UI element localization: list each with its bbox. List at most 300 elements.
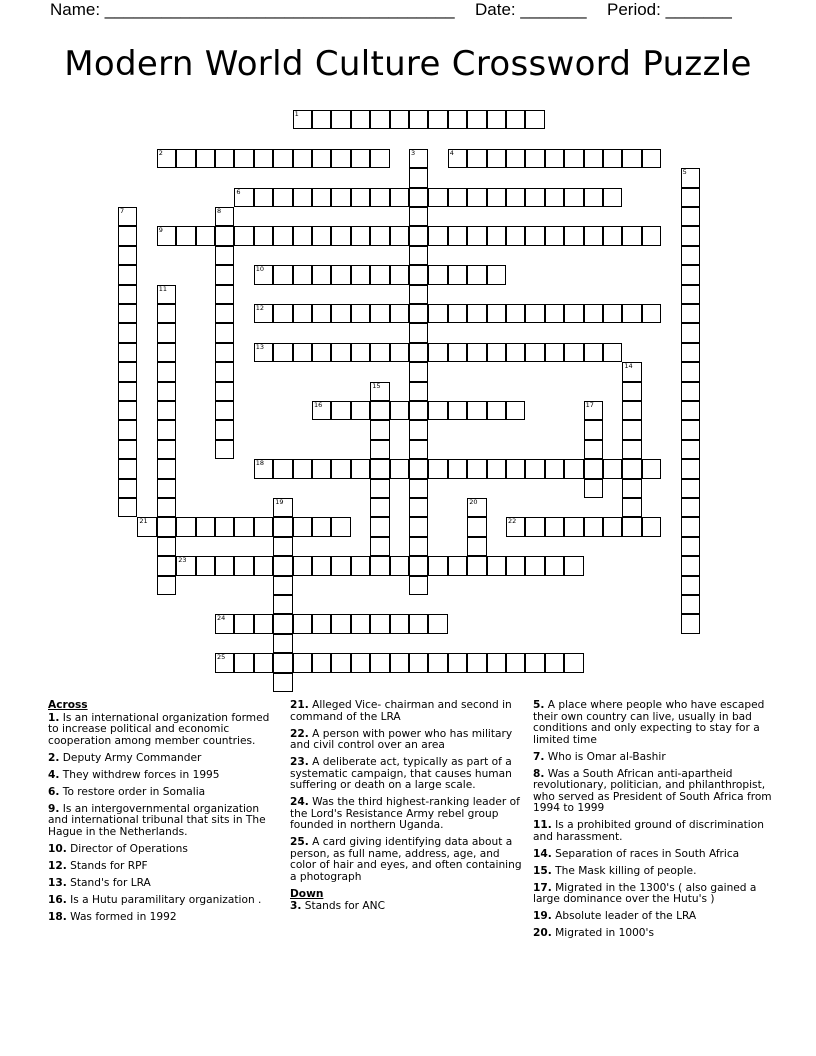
grid-cell[interactable] xyxy=(331,226,350,245)
grid-cell[interactable] xyxy=(409,149,428,168)
grid-cell[interactable] xyxy=(428,459,447,478)
grid-cell[interactable] xyxy=(293,304,312,323)
grid-cell[interactable] xyxy=(176,149,195,168)
grid-cell[interactable] xyxy=(525,226,544,245)
grid-cell[interactable] xyxy=(603,226,622,245)
grid-cell[interactable] xyxy=(293,188,312,207)
grid-cell[interactable] xyxy=(681,362,700,381)
grid-cell[interactable] xyxy=(409,459,428,478)
grid-cell[interactable] xyxy=(351,226,370,245)
grid-cell[interactable] xyxy=(448,343,467,362)
grid-cell[interactable] xyxy=(370,440,389,459)
grid-cell[interactable] xyxy=(273,634,292,653)
grid-cell[interactable] xyxy=(448,226,467,245)
grid-cell[interactable] xyxy=(370,459,389,478)
grid-cell[interactable] xyxy=(467,498,486,517)
grid-cell[interactable] xyxy=(467,343,486,362)
grid-cell[interactable] xyxy=(390,343,409,362)
grid-cell[interactable] xyxy=(215,343,234,362)
grid-cell[interactable] xyxy=(681,556,700,575)
grid-cell[interactable] xyxy=(409,207,428,226)
grid-cell[interactable] xyxy=(681,479,700,498)
grid-cell[interactable] xyxy=(351,265,370,284)
grid-cell[interactable] xyxy=(254,265,273,284)
grid-cell[interactable] xyxy=(351,188,370,207)
grid-cell[interactable] xyxy=(215,401,234,420)
grid-cell[interactable] xyxy=(370,265,389,284)
grid-cell[interactable] xyxy=(448,459,467,478)
grid-cell[interactable] xyxy=(118,362,137,381)
grid-cell[interactable] xyxy=(331,188,350,207)
grid-cell[interactable] xyxy=(273,653,292,672)
grid-cell[interactable] xyxy=(351,614,370,633)
grid-cell[interactable] xyxy=(273,304,292,323)
grid-cell[interactable] xyxy=(331,343,350,362)
grid-cell[interactable] xyxy=(428,614,447,633)
grid-cell[interactable] xyxy=(506,556,525,575)
grid-cell[interactable] xyxy=(234,188,253,207)
grid-cell[interactable] xyxy=(157,498,176,517)
grid-cell[interactable] xyxy=(234,149,253,168)
grid-cell[interactable] xyxy=(215,440,234,459)
grid-cell[interactable] xyxy=(157,420,176,439)
grid-cell[interactable] xyxy=(215,323,234,342)
grid-cell[interactable] xyxy=(506,653,525,672)
grid-cell[interactable] xyxy=(118,343,137,362)
grid-cell[interactable] xyxy=(118,459,137,478)
grid-cell[interactable] xyxy=(331,401,350,420)
grid-cell[interactable] xyxy=(584,149,603,168)
grid-cell[interactable] xyxy=(273,149,292,168)
grid-cell[interactable] xyxy=(351,110,370,129)
grid-cell[interactable] xyxy=(681,265,700,284)
grid-cell[interactable] xyxy=(448,110,467,129)
grid-cell[interactable] xyxy=(157,343,176,362)
grid-cell[interactable] xyxy=(118,323,137,342)
grid-cell[interactable] xyxy=(390,614,409,633)
grid-cell[interactable] xyxy=(118,304,137,323)
grid-cell[interactable] xyxy=(370,149,389,168)
grid-cell[interactable] xyxy=(215,265,234,284)
grid-cell[interactable] xyxy=(157,149,176,168)
grid-cell[interactable] xyxy=(681,382,700,401)
grid-cell[interactable] xyxy=(351,556,370,575)
grid-cell[interactable] xyxy=(331,517,350,536)
grid-cell[interactable] xyxy=(370,110,389,129)
grid-cell[interactable] xyxy=(273,673,292,692)
grid-cell[interactable] xyxy=(370,556,389,575)
grid-cell[interactable] xyxy=(681,285,700,304)
grid-cell[interactable] xyxy=(331,304,350,323)
grid-cell[interactable] xyxy=(273,576,292,595)
grid-cell[interactable] xyxy=(390,226,409,245)
grid-cell[interactable] xyxy=(681,498,700,517)
grid-cell[interactable] xyxy=(118,440,137,459)
grid-cell[interactable] xyxy=(312,343,331,362)
grid-cell[interactable] xyxy=(681,188,700,207)
grid-cell[interactable] xyxy=(506,226,525,245)
grid-cell[interactable] xyxy=(545,517,564,536)
grid-cell[interactable] xyxy=(351,149,370,168)
grid-cell[interactable] xyxy=(351,401,370,420)
grid-cell[interactable] xyxy=(487,401,506,420)
grid-cell[interactable] xyxy=(525,459,544,478)
grid-cell[interactable] xyxy=(254,556,273,575)
grid-cell[interactable] xyxy=(273,537,292,556)
grid-cell[interactable] xyxy=(448,265,467,284)
grid-cell[interactable] xyxy=(681,168,700,187)
grid-cell[interactable] xyxy=(370,420,389,439)
grid-cell[interactable] xyxy=(681,323,700,342)
grid-cell[interactable] xyxy=(331,614,350,633)
grid-cell[interactable] xyxy=(506,343,525,362)
grid-cell[interactable] xyxy=(584,226,603,245)
grid-cell[interactable] xyxy=(215,362,234,381)
grid-cell[interactable] xyxy=(525,556,544,575)
grid-cell[interactable] xyxy=(157,459,176,478)
grid-cell[interactable] xyxy=(118,207,137,226)
grid-cell[interactable] xyxy=(584,459,603,478)
grid-cell[interactable] xyxy=(370,498,389,517)
grid-cell[interactable] xyxy=(584,420,603,439)
grid-cell[interactable] xyxy=(448,653,467,672)
grid-cell[interactable] xyxy=(681,517,700,536)
grid-cell[interactable] xyxy=(273,556,292,575)
grid-cell[interactable] xyxy=(681,595,700,614)
grid-cell[interactable] xyxy=(564,149,583,168)
grid-cell[interactable] xyxy=(506,401,525,420)
grid-cell[interactable] xyxy=(312,149,331,168)
grid-cell[interactable] xyxy=(390,556,409,575)
grid-cell[interactable] xyxy=(273,498,292,517)
grid-cell[interactable] xyxy=(254,517,273,536)
grid-cell[interactable] xyxy=(234,653,253,672)
grid-cell[interactable] xyxy=(215,517,234,536)
grid-cell[interactable] xyxy=(312,110,331,129)
grid-cell[interactable] xyxy=(428,343,447,362)
grid-cell[interactable] xyxy=(584,517,603,536)
grid-cell[interactable] xyxy=(564,226,583,245)
grid-cell[interactable] xyxy=(564,459,583,478)
grid-cell[interactable] xyxy=(681,440,700,459)
grid-cell[interactable] xyxy=(312,517,331,536)
grid-cell[interactable] xyxy=(234,226,253,245)
grid-cell[interactable] xyxy=(390,653,409,672)
grid-cell[interactable] xyxy=(545,304,564,323)
grid-cell[interactable] xyxy=(642,304,661,323)
grid-cell[interactable] xyxy=(409,323,428,342)
grid-cell[interactable] xyxy=(467,304,486,323)
grid-cell[interactable] xyxy=(118,420,137,439)
grid-cell[interactable] xyxy=(331,459,350,478)
grid-cell[interactable] xyxy=(603,459,622,478)
grid-cell[interactable] xyxy=(681,246,700,265)
grid-cell[interactable] xyxy=(409,440,428,459)
grid-cell[interactable] xyxy=(409,265,428,284)
grid-cell[interactable] xyxy=(409,382,428,401)
grid-cell[interactable] xyxy=(215,149,234,168)
grid-cell[interactable] xyxy=(118,226,137,245)
grid-cell[interactable] xyxy=(215,285,234,304)
grid-cell[interactable] xyxy=(545,459,564,478)
grid-cell[interactable] xyxy=(409,537,428,556)
grid-cell[interactable] xyxy=(137,517,156,536)
grid-cell[interactable] xyxy=(409,576,428,595)
grid-cell[interactable] xyxy=(390,188,409,207)
grid-cell[interactable] xyxy=(215,614,234,633)
grid-cell[interactable] xyxy=(157,517,176,536)
grid-cell[interactable] xyxy=(215,653,234,672)
grid-cell[interactable] xyxy=(622,440,641,459)
grid-cell[interactable] xyxy=(642,517,661,536)
grid-cell[interactable] xyxy=(176,226,195,245)
grid-cell[interactable] xyxy=(428,304,447,323)
grid-cell[interactable] xyxy=(545,343,564,362)
grid-cell[interactable] xyxy=(118,498,137,517)
grid-cell[interactable] xyxy=(273,343,292,362)
grid-cell[interactable] xyxy=(564,188,583,207)
grid-cell[interactable] xyxy=(584,188,603,207)
grid-cell[interactable] xyxy=(642,149,661,168)
grid-cell[interactable] xyxy=(681,614,700,633)
grid-cell[interactable] xyxy=(157,382,176,401)
grid-cell[interactable] xyxy=(273,265,292,284)
grid-cell[interactable] xyxy=(409,420,428,439)
grid-cell[interactable] xyxy=(157,226,176,245)
grid-cell[interactable] xyxy=(157,576,176,595)
grid-cell[interactable] xyxy=(467,556,486,575)
grid-cell[interactable] xyxy=(525,653,544,672)
grid-cell[interactable] xyxy=(273,595,292,614)
grid-cell[interactable] xyxy=(564,343,583,362)
grid-cell[interactable] xyxy=(681,226,700,245)
grid-cell[interactable] xyxy=(370,653,389,672)
grid-cell[interactable] xyxy=(273,614,292,633)
grid-cell[interactable] xyxy=(622,362,641,381)
grid-cell[interactable] xyxy=(157,401,176,420)
grid-cell[interactable] xyxy=(409,556,428,575)
grid-cell[interactable] xyxy=(467,653,486,672)
grid-cell[interactable] xyxy=(331,556,350,575)
grid-cell[interactable] xyxy=(370,226,389,245)
grid-cell[interactable] xyxy=(428,653,447,672)
grid-cell[interactable] xyxy=(273,459,292,478)
grid-cell[interactable] xyxy=(467,265,486,284)
grid-cell[interactable] xyxy=(487,188,506,207)
grid-cell[interactable] xyxy=(293,110,312,129)
grid-cell[interactable] xyxy=(118,479,137,498)
grid-cell[interactable] xyxy=(564,556,583,575)
grid-cell[interactable] xyxy=(293,517,312,536)
grid-cell[interactable] xyxy=(390,401,409,420)
grid-cell[interactable] xyxy=(487,265,506,284)
grid-cell[interactable] xyxy=(331,110,350,129)
grid-cell[interactable] xyxy=(351,343,370,362)
grid-cell[interactable] xyxy=(312,653,331,672)
grid-cell[interactable] xyxy=(487,556,506,575)
grid-cell[interactable] xyxy=(409,343,428,362)
grid-cell[interactable] xyxy=(642,226,661,245)
grid-cell[interactable] xyxy=(118,401,137,420)
grid-cell[interactable] xyxy=(681,401,700,420)
grid-cell[interactable] xyxy=(681,576,700,595)
grid-cell[interactable] xyxy=(351,459,370,478)
grid-cell[interactable] xyxy=(409,479,428,498)
grid-cell[interactable] xyxy=(254,149,273,168)
grid-cell[interactable] xyxy=(487,149,506,168)
grid-cell[interactable] xyxy=(409,304,428,323)
grid-cell[interactable] xyxy=(428,265,447,284)
grid-cell[interactable] xyxy=(351,653,370,672)
grid-cell[interactable] xyxy=(370,304,389,323)
grid-cell[interactable] xyxy=(312,459,331,478)
grid-cell[interactable] xyxy=(293,556,312,575)
grid-cell[interactable] xyxy=(622,401,641,420)
grid-cell[interactable] xyxy=(370,188,389,207)
grid-cell[interactable] xyxy=(293,459,312,478)
grid-cell[interactable] xyxy=(157,323,176,342)
grid-cell[interactable] xyxy=(467,459,486,478)
grid-cell[interactable] xyxy=(390,265,409,284)
grid-cell[interactable] xyxy=(157,556,176,575)
grid-cell[interactable] xyxy=(681,537,700,556)
grid-cell[interactable] xyxy=(428,188,447,207)
grid-cell[interactable] xyxy=(622,226,641,245)
grid-cell[interactable] xyxy=(254,653,273,672)
grid-cell[interactable] xyxy=(312,188,331,207)
grid-cell[interactable] xyxy=(448,149,467,168)
grid-cell[interactable] xyxy=(293,265,312,284)
grid-cell[interactable] xyxy=(254,614,273,633)
grid-cell[interactable] xyxy=(681,304,700,323)
grid-cell[interactable] xyxy=(331,149,350,168)
grid-cell[interactable] xyxy=(506,459,525,478)
grid-cell[interactable] xyxy=(157,304,176,323)
grid-cell[interactable] xyxy=(622,498,641,517)
grid-cell[interactable] xyxy=(409,653,428,672)
grid-cell[interactable] xyxy=(525,343,544,362)
grid-cell[interactable] xyxy=(448,188,467,207)
grid-cell[interactable] xyxy=(215,556,234,575)
grid-cell[interactable] xyxy=(545,149,564,168)
grid-cell[interactable] xyxy=(370,479,389,498)
grid-cell[interactable] xyxy=(603,188,622,207)
grid-cell[interactable] xyxy=(390,304,409,323)
grid-cell[interactable] xyxy=(370,614,389,633)
grid-cell[interactable] xyxy=(176,517,195,536)
grid-cell[interactable] xyxy=(196,226,215,245)
grid-cell[interactable] xyxy=(215,304,234,323)
grid-cell[interactable] xyxy=(467,401,486,420)
grid-cell[interactable] xyxy=(331,653,350,672)
grid-cell[interactable] xyxy=(467,226,486,245)
grid-cell[interactable] xyxy=(467,149,486,168)
grid-cell[interactable] xyxy=(525,517,544,536)
grid-cell[interactable] xyxy=(196,149,215,168)
grid-cell[interactable] xyxy=(409,362,428,381)
date-field[interactable]: Date: _______ xyxy=(475,0,587,19)
grid-cell[interactable] xyxy=(545,556,564,575)
grid-cell[interactable] xyxy=(622,459,641,478)
grid-cell[interactable] xyxy=(157,362,176,381)
grid-cell[interactable] xyxy=(273,226,292,245)
grid-cell[interactable] xyxy=(215,246,234,265)
grid-cell[interactable] xyxy=(409,168,428,187)
grid-cell[interactable] xyxy=(506,149,525,168)
grid-cell[interactable] xyxy=(118,265,137,284)
grid-cell[interactable] xyxy=(681,343,700,362)
grid-cell[interactable] xyxy=(681,459,700,478)
grid-cell[interactable] xyxy=(409,285,428,304)
grid-cell[interactable] xyxy=(293,653,312,672)
grid-cell[interactable] xyxy=(487,343,506,362)
grid-cell[interactable] xyxy=(506,517,525,536)
grid-cell[interactable] xyxy=(603,517,622,536)
grid-cell[interactable] xyxy=(293,614,312,633)
grid-cell[interactable] xyxy=(545,226,564,245)
grid-cell[interactable] xyxy=(467,537,486,556)
grid-cell[interactable] xyxy=(370,537,389,556)
grid-cell[interactable] xyxy=(254,188,273,207)
grid-cell[interactable] xyxy=(487,304,506,323)
grid-cell[interactable] xyxy=(584,401,603,420)
grid-cell[interactable] xyxy=(312,226,331,245)
grid-cell[interactable] xyxy=(603,149,622,168)
grid-cell[interactable] xyxy=(487,653,506,672)
grid-cell[interactable] xyxy=(545,653,564,672)
grid-cell[interactable] xyxy=(448,304,467,323)
grid-cell[interactable] xyxy=(622,479,641,498)
grid-cell[interactable] xyxy=(118,246,137,265)
grid-cell[interactable] xyxy=(681,420,700,439)
period-field[interactable]: Period: _______ xyxy=(607,0,732,19)
grid-cell[interactable] xyxy=(293,343,312,362)
grid-cell[interactable] xyxy=(525,304,544,323)
grid-cell[interactable] xyxy=(196,556,215,575)
grid-cell[interactable] xyxy=(157,537,176,556)
grid-cell[interactable] xyxy=(409,401,428,420)
grid-cell[interactable] xyxy=(370,401,389,420)
grid-cell[interactable] xyxy=(428,401,447,420)
grid-cell[interactable] xyxy=(234,614,253,633)
grid-cell[interactable] xyxy=(118,382,137,401)
grid-cell[interactable] xyxy=(584,304,603,323)
grid-cell[interactable] xyxy=(215,420,234,439)
grid-cell[interactable] xyxy=(525,110,544,129)
grid-cell[interactable] xyxy=(584,343,603,362)
grid-cell[interactable] xyxy=(351,304,370,323)
grid-cell[interactable] xyxy=(409,188,428,207)
grid-cell[interactable] xyxy=(254,226,273,245)
grid-cell[interactable] xyxy=(622,420,641,439)
grid-cell[interactable] xyxy=(293,149,312,168)
grid-cell[interactable] xyxy=(681,207,700,226)
grid-cell[interactable] xyxy=(487,226,506,245)
grid-cell[interactable] xyxy=(409,110,428,129)
grid-cell[interactable] xyxy=(584,479,603,498)
grid-cell[interactable] xyxy=(467,188,486,207)
grid-cell[interactable] xyxy=(642,459,661,478)
grid-cell[interactable] xyxy=(370,517,389,536)
grid-cell[interactable] xyxy=(312,304,331,323)
grid-cell[interactable] xyxy=(506,304,525,323)
grid-cell[interactable] xyxy=(622,149,641,168)
grid-cell[interactable] xyxy=(409,246,428,265)
grid-cell[interactable] xyxy=(215,382,234,401)
grid-cell[interactable] xyxy=(409,498,428,517)
grid-cell[interactable] xyxy=(196,517,215,536)
grid-cell[interactable] xyxy=(118,285,137,304)
